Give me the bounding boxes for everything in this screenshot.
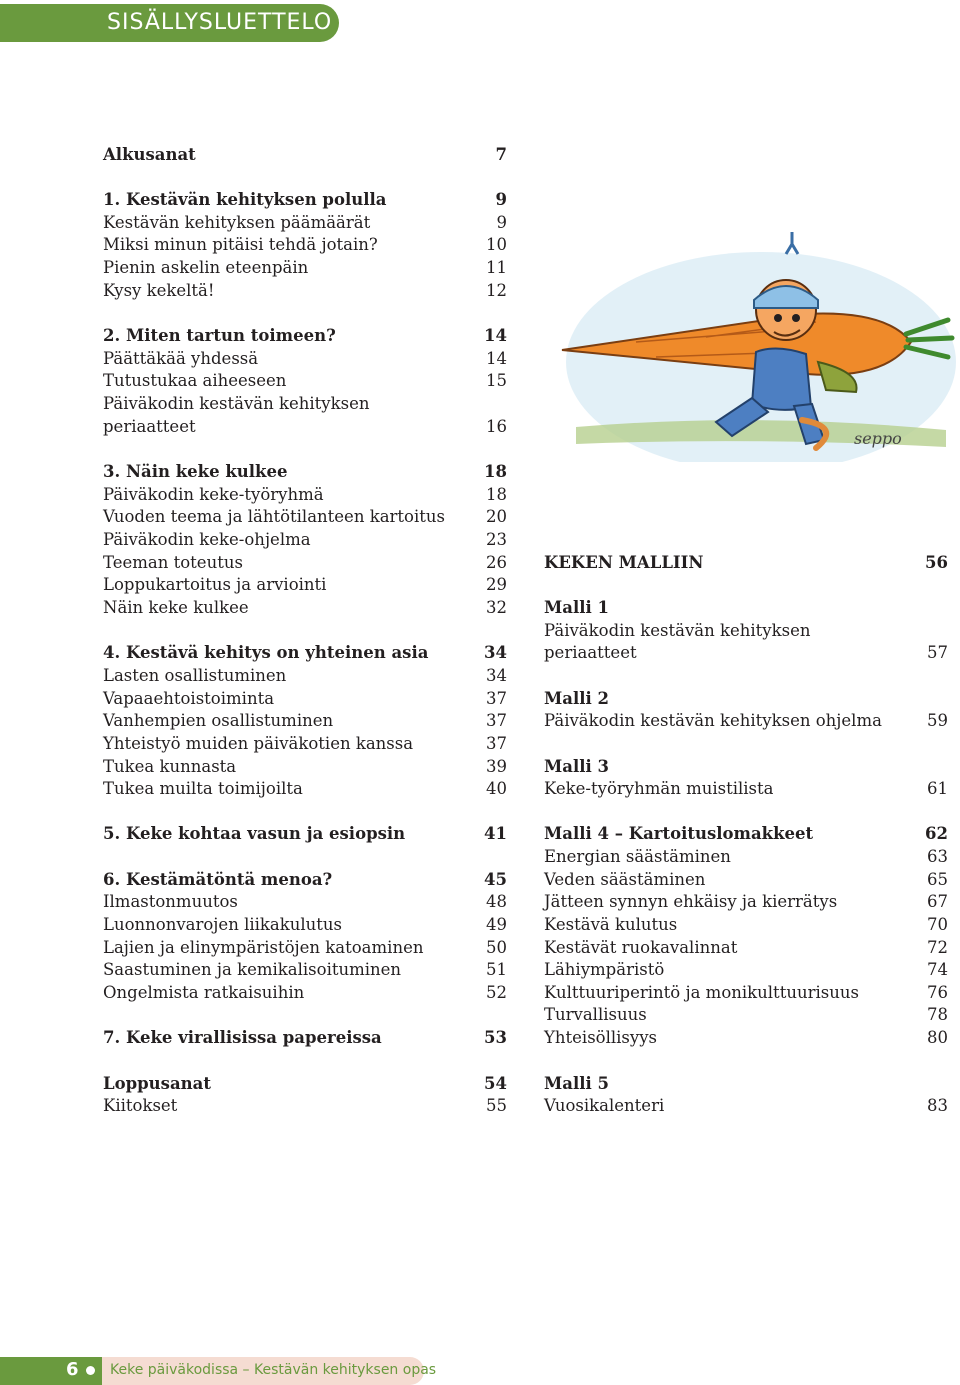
toc-entry-title: Tutustukaa aiheeseen — [103, 371, 287, 390]
toc-entry-title: Alkusanat — [103, 145, 196, 164]
toc-entry-page: 39 — [486, 757, 507, 776]
carrot-character-illustration — [556, 222, 956, 462]
toc-entry-title: Lähiympäristö — [544, 960, 665, 979]
toc-entry-page: 11 — [486, 258, 507, 277]
toc-entry-page: 12 — [486, 281, 507, 300]
footer-page-number: 6 — [66, 1359, 79, 1380]
toc-entry-page: 45 — [484, 870, 507, 889]
toc-entry-title: Malli 4 – Kartoituslomakkeet — [544, 824, 814, 843]
toc-entry-title: 5. Keke kohtaa vasun ja esiopsin — [103, 824, 406, 843]
toc-entry-title: Kestävän kehityksen päämäärät — [103, 213, 371, 232]
toc-entry-title: periaatteet — [544, 643, 637, 662]
toc-entry-title: Päiväkodin kestävän kehityksen — [544, 621, 811, 640]
toc-entry-title: 6. Kestämätöntä menoa? — [103, 870, 333, 889]
toc-entry-page: 34 — [484, 643, 507, 662]
toc-entry-title: Veden säästäminen — [544, 870, 706, 889]
toc-entry-title: 3. Näin keke kulkee — [103, 462, 288, 481]
toc-entry-page: 20 — [486, 507, 507, 526]
toc-entry-title: KEKEN MALLIIN — [544, 553, 704, 572]
toc-entry-title: Saastuminen ja kemikalisoituminen — [103, 960, 402, 979]
toc-entry-page: 37 — [486, 711, 507, 730]
toc-entry-title: Kestävät ruokavalinnat — [544, 938, 738, 957]
toc-entry-title: Päiväkodin kestävän kehityksen ohjelma — [544, 711, 882, 730]
toc-entry-page: 55 — [486, 1096, 507, 1115]
toc-entry-page: 50 — [486, 938, 507, 957]
toc-entry-title: Loppukartoitus ja arviointi — [103, 575, 327, 594]
toc-entry-title: Malli 1 — [544, 598, 609, 617]
toc-entry-title: Energian säästäminen — [544, 847, 731, 866]
toc-entry-title: Luonnonvarojen liikakulutus — [103, 915, 342, 934]
toc-entry-page: 37 — [486, 734, 507, 753]
toc-entry-title: Näin keke kulkee — [103, 598, 249, 617]
toc-entry-page: 10 — [486, 235, 507, 254]
toc-entry-title: 7. Keke virallisissa papereissa — [103, 1028, 382, 1047]
toc-entry-title: Yhteistyö muiden päiväkotien kanssa — [103, 734, 414, 753]
toc-entry-page: 56 — [925, 553, 948, 572]
toc-entry-title: Lajien ja elinympäristöjen katoaminen — [103, 938, 424, 957]
toc-entry-page: 65 — [927, 870, 948, 889]
toc-entry-title: Teeman toteutus — [103, 553, 243, 572]
toc-entry-title: Malli 3 — [544, 757, 609, 776]
toc-entry-title: Kiitokset — [103, 1096, 178, 1115]
toc-entry-page: 57 — [927, 643, 948, 662]
toc-entry-page: 67 — [927, 892, 948, 911]
toc-entry-page: 59 — [927, 711, 948, 730]
toc-entry-page: 63 — [927, 847, 948, 866]
toc-entry-title: Vuosikalenteri — [544, 1096, 665, 1115]
page-title: SISÄLLYSLUETTELO — [107, 10, 333, 35]
toc-entry-page: 37 — [486, 689, 507, 708]
toc-entry-page: 49 — [486, 915, 507, 934]
toc-entry-title: Keke-työryhmän muistilista — [544, 779, 774, 798]
toc-entry-page: 34 — [486, 666, 507, 685]
toc-entry-page: 78 — [927, 1005, 948, 1024]
toc-entry-title: Kysy kekeltä! — [103, 281, 215, 300]
toc-entry-title: Malli 2 — [544, 689, 609, 708]
toc-entry-page: 23 — [486, 530, 507, 549]
toc-entry-title: Kestävä kulutus — [544, 915, 678, 934]
toc-entry-page: 7 — [495, 145, 507, 164]
toc-entry-title: Lasten osallistuminen — [103, 666, 287, 685]
toc-entry-title: Päiväkodin keke-ohjelma — [103, 530, 311, 549]
toc-entry-title: Päättäkää yhdessä — [103, 349, 259, 368]
toc-entry-title: Päiväkodin kestävän kehityksen — [103, 394, 370, 413]
toc-entry-title: Pienin askelin eteenpäin — [103, 258, 309, 277]
toc-entry-page: 74 — [927, 960, 948, 979]
toc-entry-page: 18 — [486, 485, 507, 504]
footer-title: Keke päiväkodissa – Kestävän kehityksen opas — [110, 1362, 437, 1378]
toc-entry-title: Malli 5 — [544, 1074, 609, 1093]
toc-entry-page: 76 — [927, 983, 948, 1002]
toc-entry-page: 62 — [925, 824, 948, 843]
toc-entry-title: 2. Miten tartun toimeen? — [103, 326, 336, 345]
toc-entry-page: 51 — [486, 960, 507, 979]
toc-entry-page: 16 — [486, 417, 507, 436]
toc-entry-title: Päiväkodin keke-työryhmä — [103, 485, 324, 504]
toc-entry-title: Yhteisöllisyys — [544, 1028, 658, 1047]
toc-entry-page: 80 — [927, 1028, 948, 1047]
toc-entry-title: Tukea kunnasta — [103, 757, 237, 776]
toc-entry-page: 72 — [927, 938, 948, 957]
toc-entry-page: 26 — [486, 553, 507, 572]
toc-entry-title: Ongelmista ratkaisuihin — [103, 983, 305, 1002]
footer-bullet — [86, 1366, 95, 1375]
toc-entry-page: 9 — [496, 213, 507, 232]
illustration-signature: seppo — [854, 429, 902, 448]
toc-entry-page: 40 — [486, 779, 507, 798]
toc-entry-page: 53 — [484, 1028, 507, 1047]
toc-entry-title: Jätteen synnyn ehkäisy ja kierrätys — [544, 892, 838, 911]
toc-entry-title: Tukea muilta toimijoilta — [103, 779, 303, 798]
toc-entry-title: 1. Kestävän kehityksen polulla — [103, 190, 387, 209]
toc-entry-title: Ilmastonmuutos — [103, 892, 238, 911]
toc-entry-page: 52 — [486, 983, 507, 1002]
toc-entry-page: 18 — [484, 462, 507, 481]
toc-entry-page: 70 — [927, 915, 948, 934]
toc-entry-title: periaatteet — [103, 417, 196, 436]
toc-entry-title: Loppusanat — [103, 1074, 211, 1093]
toc-entry-page: 9 — [495, 190, 507, 209]
toc-entry-page: 41 — [484, 824, 507, 843]
toc-entry-title: 4. Kestävä kehitys on yhteinen asia — [103, 643, 429, 662]
toc-entry-title: Vuoden teema ja lähtötilanteen kartoitus — [103, 507, 445, 526]
toc-entry-page: 15 — [486, 371, 507, 390]
toc-entry-page: 48 — [486, 892, 507, 911]
toc-entry-title: Kulttuuriperintö ja monikulttuurisuus — [544, 983, 859, 1002]
toc-entry-title: Vanhempien osallistuminen — [103, 711, 334, 730]
toc-entry-title: Miksi minun pitäisi tehdä jotain? — [103, 235, 378, 254]
toc-entry-title: Vapaaehtoistoiminta — [103, 689, 275, 708]
toc-entry-page: 14 — [486, 349, 507, 368]
toc-entry-page: 32 — [486, 598, 507, 617]
toc-entry-title: Turvallisuus — [544, 1005, 647, 1024]
toc-entry-page: 14 — [484, 326, 507, 345]
toc-entry-page: 29 — [486, 575, 507, 594]
toc-entry-page: 54 — [484, 1074, 507, 1093]
toc-entry-page: 83 — [927, 1096, 948, 1115]
toc-entry-page: 61 — [927, 779, 948, 798]
